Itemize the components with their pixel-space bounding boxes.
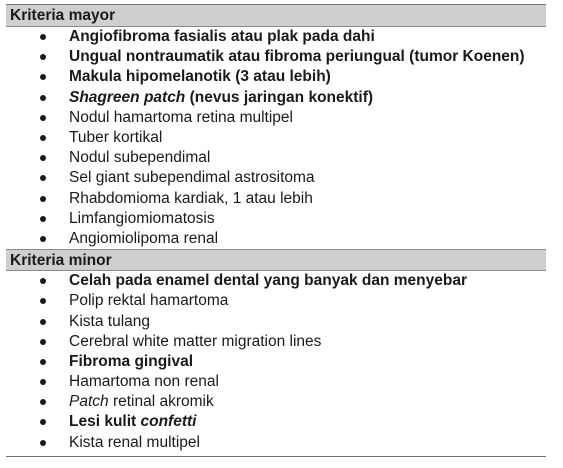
text-segment: Shagreen patch (69, 88, 186, 106)
text-segment: Limfangiomiomatosis (69, 209, 215, 227)
minor-criteria-header: Kriteria minor (6, 249, 546, 271)
text-segment: Celah pada enamel dental yang banyak dan menyebar (69, 272, 467, 290)
list-item (6, 352, 546, 372)
list-item (6, 27, 546, 47)
list-item-text (69, 68, 331, 86)
list-item-text (69, 373, 219, 391)
list-item (6, 433, 546, 453)
bullet-icon (40, 216, 46, 222)
text-segment: Patch (69, 393, 109, 411)
text-segment: (nevus jaringan konektif) (185, 88, 374, 106)
list-item-text (69, 210, 215, 228)
list-item (6, 311, 546, 331)
list-item (6, 189, 546, 209)
bullet-icon (40, 278, 46, 284)
text-segment: Sel giant subependimal astrositoma (69, 169, 315, 187)
text-segment: Lesi kulit (69, 413, 141, 431)
text-segment: Angiofibroma fasialis atau plak pada dahi (69, 28, 375, 46)
bullet-icon (40, 34, 46, 40)
minor-criteria-list (6, 271, 546, 453)
list-item-text (69, 413, 196, 431)
bullet-icon (40, 135, 46, 141)
bullet-icon (40, 175, 46, 181)
list-item-text (69, 129, 162, 147)
text-segment: Kista renal multipel (69, 433, 200, 451)
list-item (6, 108, 546, 128)
text-segment: Nodul hamartoma retina multipel (69, 108, 293, 126)
list-item-text (69, 89, 373, 107)
list-item (6, 168, 546, 188)
bullet-icon (40, 359, 46, 365)
list-item-text (69, 190, 313, 208)
text-segment: Kista tulang (69, 312, 150, 330)
text-segment: Tuber kortikal (69, 129, 163, 147)
list-item (6, 209, 546, 229)
text-segment: retinal akromik (108, 393, 214, 411)
list-item (6, 148, 546, 168)
table-bottom-spacer (6, 453, 546, 456)
text-segment: confetti (140, 413, 197, 431)
list-item-text (69, 393, 214, 411)
list-item (6, 88, 546, 108)
bullet-icon (40, 419, 46, 425)
text-segment: Ungual nontraumatik atau fibroma periungual (tumor Koenen) (69, 48, 525, 66)
bullet-icon (40, 236, 46, 242)
list-item-text (69, 434, 200, 452)
criteria-table (6, 4, 546, 457)
list-item (6, 291, 546, 311)
list-item-text (69, 313, 150, 331)
text-segment: Polip rektal hamartoma (69, 292, 229, 310)
list-item-text (69, 272, 467, 290)
list-item (6, 332, 546, 352)
list-item (6, 229, 546, 249)
text-segment: Nodul subependimal (69, 149, 211, 167)
list-item-text (69, 333, 321, 351)
text-segment: Rhabdomioma kardiak, 1 atau lebih (69, 189, 313, 207)
list-item (6, 372, 546, 392)
text-segment: Makula hipomelanotik (3 atau lebih) (69, 68, 331, 86)
major-criteria-header: Kriteria mayor (6, 5, 546, 27)
list-item-text (69, 353, 193, 371)
bullet-icon (40, 95, 46, 101)
list-item-text (69, 230, 218, 248)
text-segment: Hamartoma non renal (69, 373, 219, 391)
list-item-text (69, 28, 375, 46)
bullet-icon (40, 54, 46, 60)
list-item (6, 392, 546, 412)
bullet-icon (40, 115, 46, 121)
list-item (6, 128, 546, 148)
text-segment: Angiomiolipoma renal (69, 229, 219, 247)
list-item (6, 47, 546, 67)
list-item-text (69, 149, 210, 167)
bullet-icon (40, 74, 46, 80)
list-item (6, 67, 546, 87)
bullet-icon (40, 319, 46, 325)
bullet-icon (40, 298, 46, 304)
list-item-text (69, 48, 525, 66)
bullet-icon (40, 379, 46, 385)
list-item (6, 271, 546, 291)
bullet-icon (40, 440, 46, 446)
bullet-icon (40, 339, 46, 345)
bullet-icon (40, 399, 46, 405)
text-segment: Cerebral white matter migration lines (69, 332, 322, 350)
list-item-text (69, 109, 293, 127)
list-item (6, 412, 546, 432)
list-item-text (69, 292, 228, 310)
bullet-icon (40, 155, 46, 161)
list-item-text (69, 169, 315, 187)
major-criteria-list (6, 27, 546, 249)
text-segment: Fibroma gingival (69, 352, 194, 370)
bullet-icon (40, 196, 46, 202)
